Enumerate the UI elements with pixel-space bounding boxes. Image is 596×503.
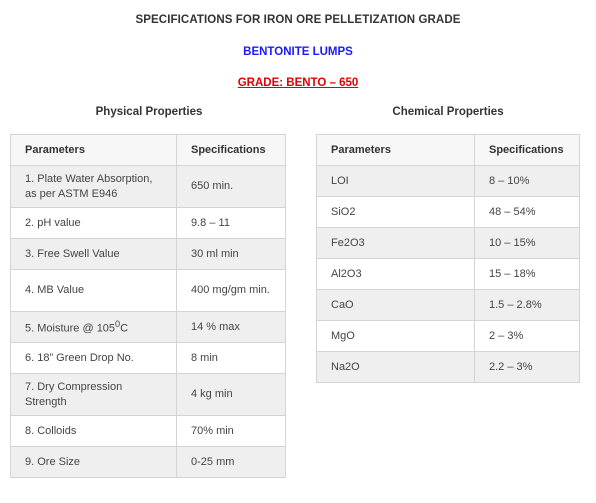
column-header-parameters: Parameters — [11, 135, 177, 166]
table-row — [11, 208, 286, 239]
parameter-cell: 4. MB Value — [11, 270, 177, 312]
parameter-cell: 2. pH value — [11, 208, 177, 239]
table-row — [317, 352, 580, 383]
superscript-zero: 0 — [115, 319, 121, 330]
specification-cell: 10 – 15% — [475, 228, 580, 259]
parameter-cell: 9. Ore Size — [11, 447, 177, 478]
specification-cell: 14 % max — [177, 312, 286, 343]
parameter-cell — [11, 312, 177, 343]
specification-cell: 400 mg/gm min. — [177, 270, 286, 312]
specification-cell: 9.8 – 11 — [177, 208, 286, 239]
physical-properties-heading: Physical Properties — [95, 106, 203, 118]
parameter-cell: 8. Colloids — [11, 416, 177, 447]
parameter-unit: C — [120, 322, 129, 335]
table-row — [11, 166, 286, 208]
parameter-cell: 1. Plate Water Absorption, as per ASTM E946 — [11, 166, 177, 208]
parameter-cell: Na2O — [317, 352, 475, 383]
specification-cell: 4 kg min — [177, 374, 286, 416]
table-row — [317, 290, 580, 321]
table-header-row — [317, 135, 580, 166]
parameter-cell: 7. Dry Compression Strength — [11, 374, 177, 416]
parameter-text: 5. Moisture @ 105 — [25, 322, 116, 335]
table-row — [11, 374, 286, 416]
parameter-cell: LOI — [317, 166, 475, 197]
column-header-specifications: Specifications — [177, 135, 286, 166]
specification-cell: 15 – 18% — [475, 259, 580, 290]
specification-cell: 2.2 – 3% — [475, 352, 580, 383]
table-header-row — [11, 135, 286, 166]
table-row — [317, 197, 580, 228]
table-row — [317, 321, 580, 352]
table-row — [317, 259, 580, 290]
parameter-cell: Al2O3 — [317, 259, 475, 290]
table-row — [11, 416, 286, 447]
specification-cell: 0-25 mm — [177, 447, 286, 478]
table-row — [11, 447, 286, 478]
physical-properties-table — [10, 134, 286, 478]
parameter-cell: CaO — [317, 290, 475, 321]
chemical-properties-table — [316, 134, 580, 383]
specification-cell: 30 ml min — [177, 239, 286, 270]
parameter-cell: 6. 18” Green Drop No. — [11, 343, 177, 374]
column-header-parameters: Parameters — [317, 135, 475, 166]
specification-cell: 8 min — [177, 343, 286, 374]
chemical-properties-heading: Chemical Properties — [392, 106, 504, 118]
table-row — [11, 270, 286, 312]
grade-label: GRADE: BENTO – 650 — [237, 77, 359, 89]
parameter-cell: 3. Free Swell Value — [11, 239, 177, 270]
specification-cell: 48 – 54% — [475, 197, 580, 228]
parameter-cell: SiO2 — [317, 197, 475, 228]
table-row — [11, 343, 286, 374]
parameter-cell: Fe2O3 — [317, 228, 475, 259]
table-row — [317, 166, 580, 197]
specification-cell: 1.5 – 2.8% — [475, 290, 580, 321]
specification-cell: 70% min — [177, 416, 286, 447]
specification-cell: 8 – 10% — [475, 166, 580, 197]
table-row — [317, 228, 580, 259]
specification-cell: 650 min. — [177, 166, 286, 208]
column-header-specifications: Specifications — [475, 135, 580, 166]
parameter-cell: MgO — [317, 321, 475, 352]
product-subtitle: BENTONITE LUMPS — [243, 46, 353, 58]
specification-cell: 2 – 3% — [475, 321, 580, 352]
table-row — [11, 312, 286, 343]
table-row — [11, 239, 286, 270]
page-title: SPECIFICATIONS FOR IRON ORE PELLETIZATION GRADE — [135, 14, 461, 26]
